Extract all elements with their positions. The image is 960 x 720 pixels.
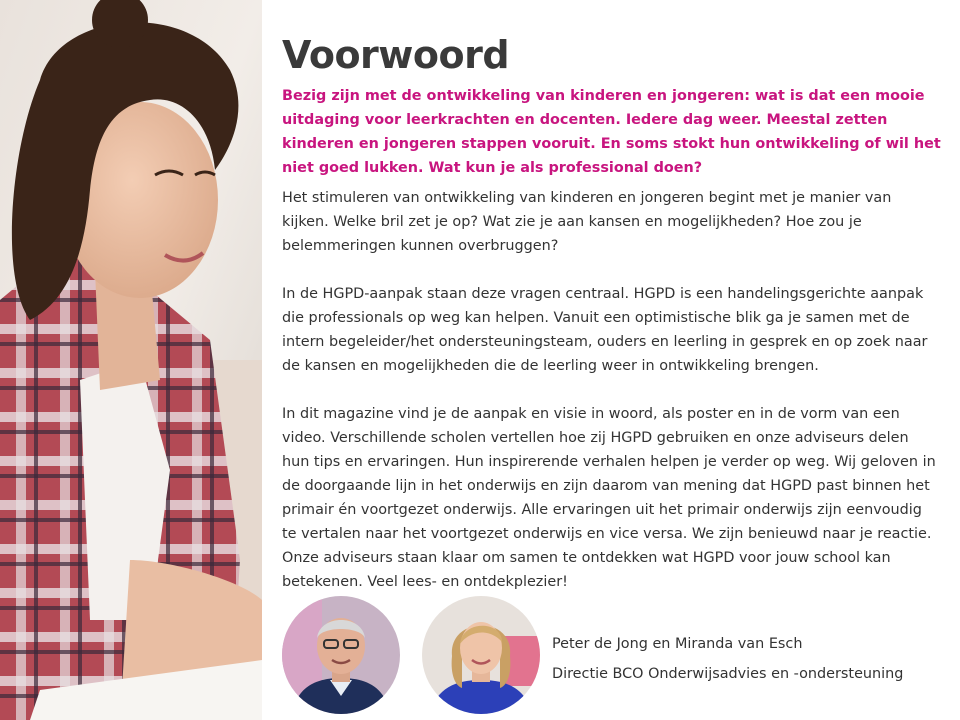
page-title: Voorwoord xyxy=(282,33,510,77)
authors-block xyxy=(282,596,942,716)
lead-paragraph: Bezig zijn met de ontwikkeling van kinderen en jongeren: wat is dat een mooie uitdaging voor leerkrachten en docenten. Iedere dag weer. Meestal zetten kinderen en jongeren stappen vooruit. En soms stokt hun ontwikkeling of wil het niet goed lukken. Wat kun je als professional doen? xyxy=(282,88,941,176)
foreword-content xyxy=(282,30,942,594)
portrait-man xyxy=(282,596,400,714)
body-paragraph-3: In dit magazine vind je de aanpak en visie in woord, als poster en in de vorm van een video. Verschillende scholen vertellen hoe zij HGPD gebruiken en onze adviseurs delen hun tips en ervaringen. Hun inspirerende verhalen helpen je verder op weg. Wij geloven in de doorgaande lijn in het onderwijs en zijn daarom van mening dat HGPD past binnen het primair én voortgezet onderwijs. Alle ervaringen uit het primair onderwijs zijn eenvoudig te vertalen naar het voortgezet onderwijs en vice versa. We zijn benieuwd naar je reactie. Onze adviseurs staan klaar om samen te ontdekken wat HGPD voor jouw school kan betekenen. Veel lees- en ontdekplezier! xyxy=(282,406,936,590)
body-paragraph-1: Het stimuleren van ontwikkeling van kinderen en jongeren begint met je manier van kijken. Welke bril zet je op? Wat zie je aan kansen en mogelijkheden? Hoe zou je belemmeringen kunnen overbruggen? xyxy=(282,190,892,254)
body-paragraph-2: In de HGPD-aanpak staan deze vragen centraal. HGPD is een handelingsgerichte aanpak die professionals op weg kan helpen. Vanuit een optimistische blik ga je samen met de intern begeleider/het ondersteuningsteam, ouders en leerling in gesprek en op zoek naar de kansen en mogelijkheden die de leerling weer in ontwikkeling brengen. xyxy=(282,286,928,374)
portrait-woman xyxy=(422,596,540,714)
author-names: Peter de Jong en Miranda van Esch xyxy=(552,636,803,652)
author-role: Directie BCO Onderwijsadvies en -ondersteuning xyxy=(552,666,904,682)
student-photo-illustration xyxy=(0,0,262,720)
cover-photo xyxy=(0,0,262,720)
avatar-peter xyxy=(282,596,400,714)
avatar-miranda xyxy=(422,596,540,714)
